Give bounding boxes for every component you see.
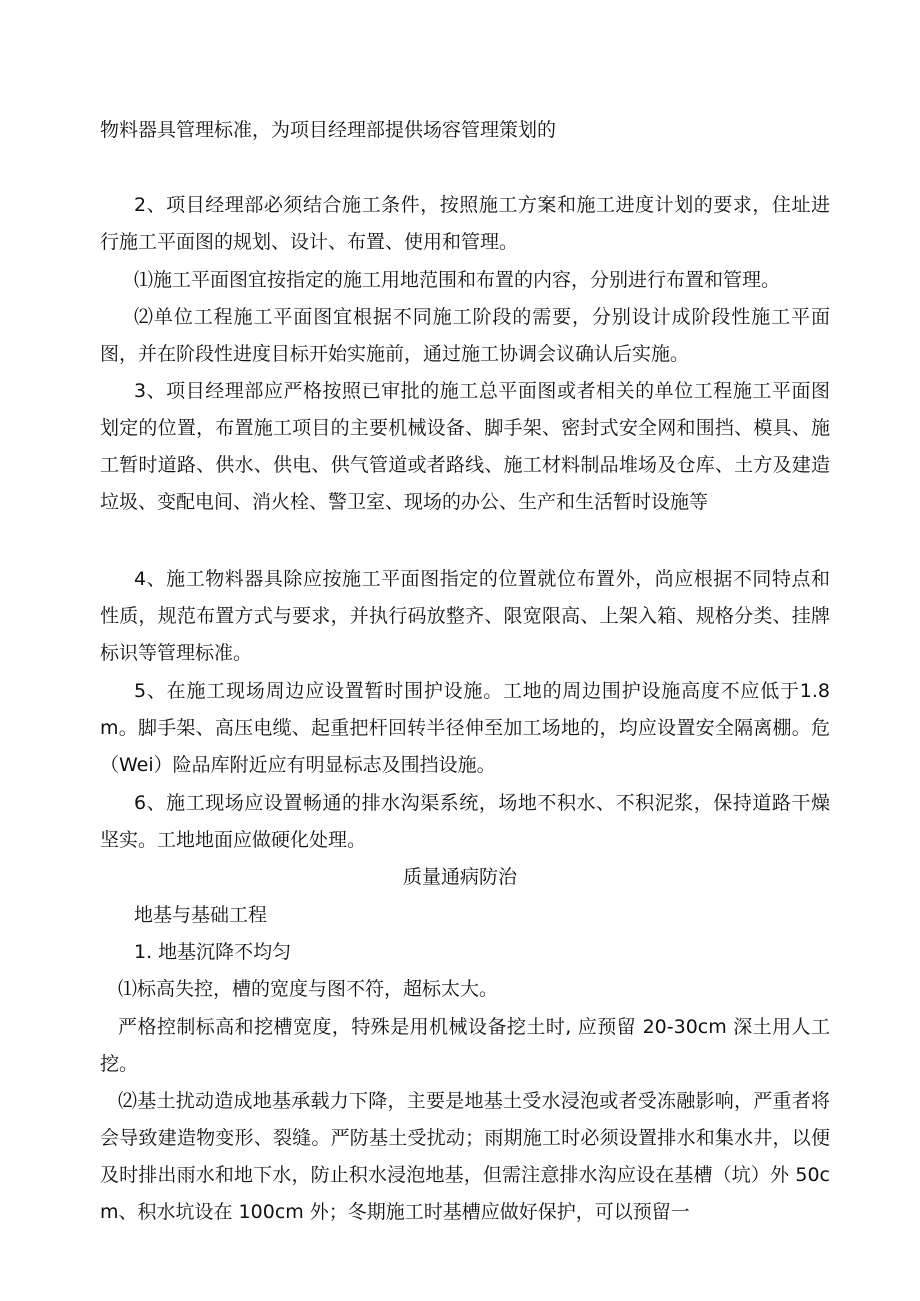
paragraph-subitem-1: ⑴施工平面图宜按指定的施工用地范围和布置的内容，分别进行布置和管理。 xyxy=(134,269,781,291)
paragraph-item-2: 2、项目经理部必须结合施工条件，按照施工方案和施工进度计划的要求，住址进行施工平面图的规划、设计、布置、使用和管理。 xyxy=(100,194,830,253)
item-paragraph-3: ⑵基土扰动造成地基承载力下降，主要是地基土受水浸泡或者受冻融影响，严重者将会导致建造物变形、裂缝。严防基土受扰动；雨期施工时必须设置排水和集水井，以便及时排出雨水和地下水，防止积水浸泡地基，但需注意排水沟应设在基槽（坑）外 50cm、积水坑设在 100cm 外；冬期施工时基槽应做好保护，可以预留一 xyxy=(100,1090,830,1223)
paragraph-item-4: 4、施工物料器具除应按施工平面图指定的位置就位布置外，尚应根据不同特点和性质，规范布置方式与要求，并执行码放整齐、限宽限高、上架入箱、规格分类、挂牌标识等管理标准。 xyxy=(100,568,830,664)
item-title: 1. 地基沉降不均匀 xyxy=(134,941,292,963)
paragraph-subitem-2: ⑵单位工程施工平面图宜根据不同施工阶段的需要，分别设计成阶段性施工平面图，并在阶段性进度目标开始实施前，通过施工协调会议确认后实施。 xyxy=(100,306,830,365)
paragraph-continuation: 物料器具管理标准，为项目经理部提供场容管理策划的 xyxy=(100,119,557,141)
item-paragraph-2: 严格控制标高和挖槽宽度，特殊是用机械设备挖土时, 应预留 20-30cm 深土用人工挖。 xyxy=(100,1016,830,1075)
paragraph-item-6: 6、施工现场应设置畅通的排水沟渠系统，场地不积水、不积泥浆，保持道路干燥坚实。工地地面应做硬化处理。 xyxy=(100,792,830,851)
paragraph-item-3: 3、项目经理部应严格按照已审批的施工总平面图或者相关的单位工程施工平面图划定的位置，布置施工项目的主要机械设备、脚手架、密封式安全网和围挡、模具、施工暂时道路、供水、供电、供气管道或者路线、施工材料制品堆场及仓库、土方及建造垃圾、变配电间、消火栓、警卫室、现场的办公、生产和生活暂时设施等 xyxy=(100,380,830,513)
paragraph-item-5: 5、在施工现场周边应设置暂时围护设施。工地的周边围护设施高度不应低于1.8m。脚手架、高压电缆、起重把杆回转半径伸至加工场地的，均应设置安全隔离棚。危（Wei）险品库附近应有明显标志及围挡设施。 xyxy=(100,680,830,776)
item-paragraph-1: ⑴标高失控，槽的宽度与图不符，超标太大。 xyxy=(118,978,499,1000)
section-heading: 质量通病防治 xyxy=(402,866,517,888)
subsection-title: 地基与基础工程 xyxy=(134,904,268,926)
